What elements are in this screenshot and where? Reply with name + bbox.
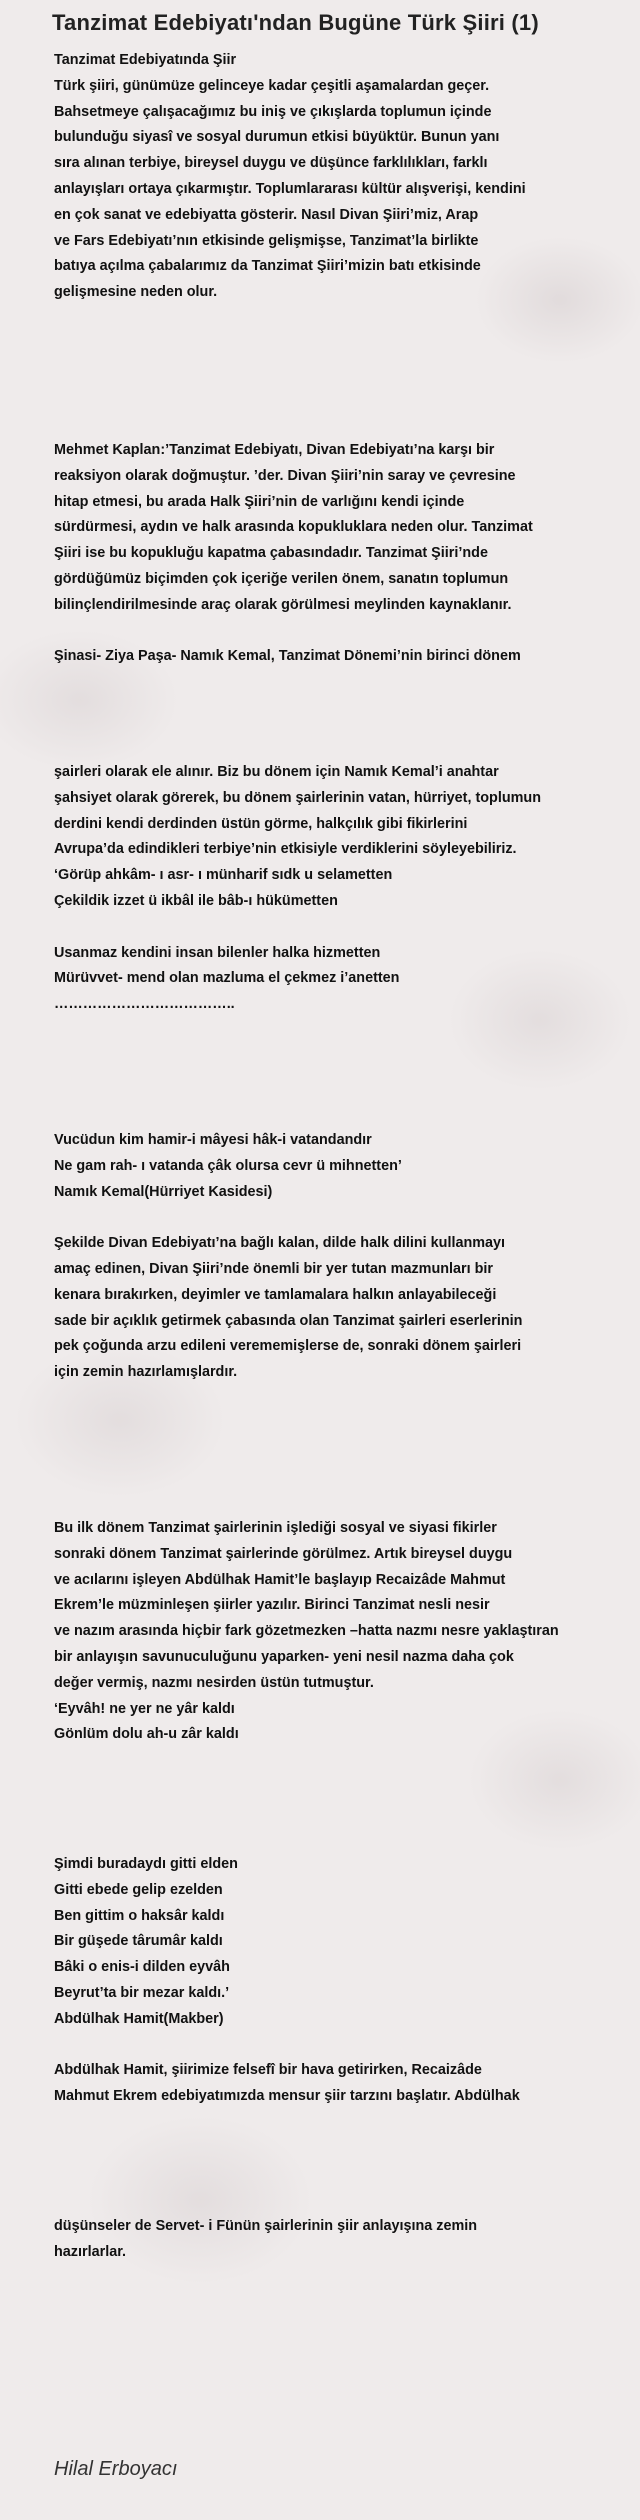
blank-line [54, 2033, 624, 2059]
text-line: Bir güşede târumâr kaldı [54, 1933, 223, 1950]
text-line: Gitti ebede gelip ezelden [54, 1881, 223, 1898]
blank-line [54, 619, 624, 645]
text-block-hurriyet-kasidesi [54, 1128, 624, 1386]
text-line: gördüğümüz biçimden çok içeriğe verilen önem, sanatın toplumun [54, 570, 509, 587]
text-line: Mürüvvet- mend olan mazluma el çekmez i’anetten [54, 970, 400, 987]
text-line: düşünseler de Servet- i Fünün şairlerinin şiir anlayışına zemin [54, 2218, 478, 2234]
text-line: hazırlarlar. [54, 2243, 126, 2260]
text-line: Ekrem’le müzminleşen şiirler yazılır. Birinci Tanzimat nesli nesir [54, 1597, 490, 1614]
text-line: bulunduğu siyasî ve sosyal durumun etkisi büyüktür. Bunun yanı [54, 129, 500, 146]
text-line: Şimdi buradaydı gitti elden [54, 1856, 238, 1872]
text-line: ve Fars Edebiyatı’nın etkisinde gelişmişse, Tanzimat’la birlikte [54, 232, 479, 249]
text-line: Vucüdun kim hamir-i mâyesi hâk-i vatandandır [54, 1132, 372, 1148]
text-line: Avrupa’da edindikleri terbiye’nin etkisiyle verdiklerini söyleyebiliriz. [54, 841, 517, 858]
text-line: amaç edinen, Divan Şiiri’nde önemli bir yer tutan mazmunları bir [54, 1260, 494, 1277]
text-block-mehmet-kaplan [54, 438, 624, 670]
text-line: için zemin hazırlamışlardır. [54, 1364, 238, 1381]
text-line: Abdülhak Hamit(Makber) [54, 2010, 224, 2027]
text-line: ……………………………….. [54, 996, 235, 1013]
text-block-makber [54, 1852, 624, 2110]
text-line: Şiiri ise bu kopukluğu kapatma çabasındadır. Tanzimat Şiiri’nde [54, 545, 488, 562]
text-line: bilinçlendirilmesinde araç olarak görülmesi meylinden kaynaklanır. [54, 596, 512, 613]
text-line: en çok sanat ve edebiyatta gösterir. Nasıl Divan Şiiri’miz, Arap [54, 206, 479, 223]
text-line: Abdülhak Hamit, şiirimize felsefî bir hava getirirken, Recaizâde [54, 2062, 482, 2079]
text-line: Mahmut Ekrem edebiyatımızda mensur şiir tarzını başlatır. Abdülhak [54, 2088, 520, 2105]
text-line: Tanzimat Edebiyatında Şiir [54, 52, 237, 68]
text-line: Bâki o enis-i dilden eyvâh [54, 1959, 230, 1976]
text-line: sıra alınan terbiye, bireysel duygu ve düşünce farklılıkları, farklı [54, 155, 488, 172]
text-line: Ne gam rah- ı vatanda çâk olursa cevr ü mihnetten’ [54, 1157, 402, 1174]
text-line: Namık Kemal(Hürriyet Kasidesi) [54, 1183, 273, 1200]
text-line: hitap etmesi, bu arada Halk Şiiri’nin de varlığını kendi içinde [54, 493, 465, 510]
text-line: şahsiyet olarak görerek, bu dönem şairlerinin vatan, hürriyet, toplumun [54, 789, 542, 806]
text-line: Çekildik izzet ü ikbâl ile bâb-ı hükümetten [54, 892, 338, 909]
text-block-namik-kemal [54, 760, 624, 1018]
text-line: Gönlüm dolu ah-u zâr kaldı [54, 1726, 239, 1743]
text-block-second-period [54, 1516, 624, 1748]
text-line: Usanmaz kendini insan bilenler halka hizmetten [54, 944, 381, 961]
text-line: değer vermiş, nazmı nesirden üstün tutmuştur. [54, 1674, 374, 1691]
text-line: kenara bırakırken, deyimler ve tamlamalara halkın anlayabileceği [54, 1286, 497, 1303]
text-line: Mehmet Kaplan:’Tanzimat Edebiyatı, Divan Edebiyatı’na karşı bir [54, 442, 495, 458]
blank-line [54, 1205, 624, 1231]
page-title: Tanzimat Edebiyatı'ndan Bugüne Türk Şiiri (1) [52, 10, 539, 35]
text-line: Şinasi- Ziya Paşa- Namık Kemal, Tanzimat Dönemi’nin birinci dönem [54, 648, 521, 665]
text-line: gelişmesine neden olur. [54, 284, 218, 301]
author-name: Hilal Erboyacı [54, 2458, 178, 2480]
text-line: reaksiyon olarak doğmuştur. ’der. Divan Şiiri’nin saray ve çevresine [54, 467, 516, 484]
text-line: Ben gittim o haksâr kaldı [54, 1907, 225, 1924]
text-block-intro [54, 48, 624, 306]
text-line: anlayışları ortaya çıkarmıştır. Toplumlararası kültür alışverişi, kendini [54, 180, 526, 197]
text-line: ‘Eyvâh! ne yer ne yâr kaldı [54, 1700, 235, 1717]
text-line: sade bir açıklık getirmek çabasında olan Tanzimat şairleri eserlerinin [54, 1312, 523, 1329]
text-line: Şekilde Divan Edebiyatı’na bağlı kalan, dilde halk dilini kullanmayı [54, 1235, 506, 1252]
text-line: Türk şiiri, günümüze gelinceye kadar çeşitli aşamalardan geçer. [54, 77, 490, 94]
blank-line [54, 915, 624, 941]
text-line: Bu ilk dönem Tanzimat şairlerinin işlediği sosyal ve siyasi fikirler [54, 1520, 497, 1536]
text-line: ve nazım arasında hiçbir fark gözetmezken –hatta nazmı nesre yaklaştıran [54, 1623, 559, 1640]
text-line: sürdürmesi, aydın ve halk arasında kopukluklara neden olur. Tanzimat [54, 519, 533, 536]
text-line: Beyrut’ta bir mezar kaldı.’ [54, 1984, 230, 2001]
text-line: Bahsetmeye çalışacağımız bu iniş ve çıkışlarda toplumun içinde [54, 103, 492, 120]
text-block-servet-i-funun [54, 2214, 624, 2266]
text-line: derdini kendi derdinden üstün görme, halkçılık gibi fikirlerini [54, 815, 468, 832]
text-line: şairleri olarak ele alınır. Biz bu dönem için Namık Kemal’i anahtar [54, 764, 499, 780]
text-line: ‘Görüp ahkâm- ı asr- ı münharif sıdk u selametten [54, 867, 393, 884]
text-line: batıya açılma çabalarımız da Tanzimat Şiiri’mizin batı etkisinde [54, 258, 481, 275]
text-line: pek çoğunda arzu edileni verememişlerse de, sonraki dönem şairleri [54, 1338, 522, 1355]
text-line: bir anlayışın savunuculuğunu yaparken- yeni nesil nazma daha çok [54, 1648, 514, 1665]
text-line: ve acılarını işleyen Abdülhak Hamit’le başlayıp Recaizâde Mahmut [54, 1571, 506, 1588]
text-line: sonraki dönem Tanzimat şairlerinde görülmez. Artık bireysel duygu [54, 1545, 513, 1562]
